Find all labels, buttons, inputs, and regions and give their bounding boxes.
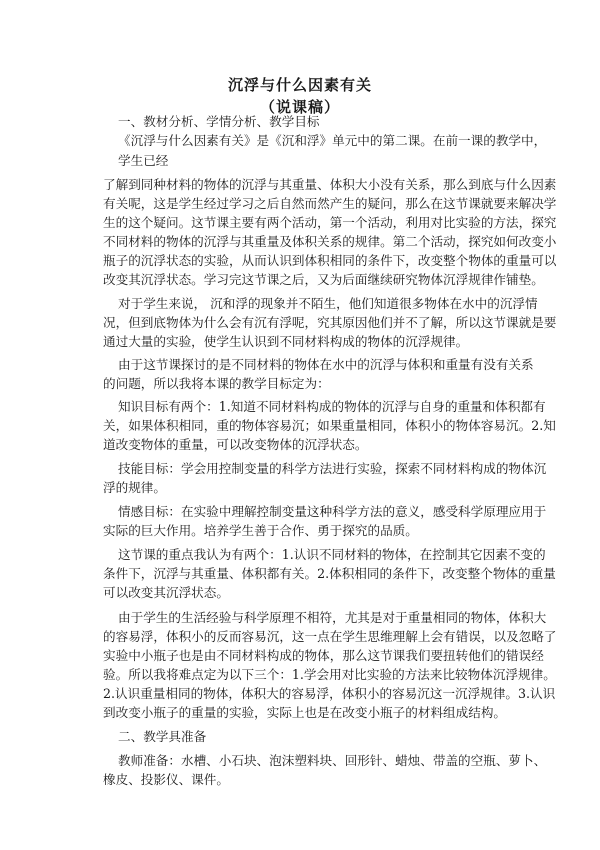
paragraph-line: 2.认识重量相同的物体，体积大的容易浮，体积小的容易沉这一沉浮规律。3.认识 [103,686,556,701]
paragraph-line: 学生已经 [118,153,169,168]
paragraph-line: 的问题，所以我将本课的教学目标定为： [103,376,330,391]
paragraph-line: 有关呢，这是学生经过学习之后自然而然产生的疑问，那么在这节课就要来解决学 [103,196,557,211]
paragraph-line: 况，但到底物体为什么会有沉有浮呢，究其原因他们并不了解，所以这节课就是要 [103,315,557,330]
paragraph-line: 的容易浮，体积小的反而容易沉，这一点在学生思维理解上会有错误，以及忽略了 [103,629,557,644]
paragraph-line: 了解到同种材料的物体的沉浮与其重量、体积大小没有关系，那么到底与什么因素 [103,177,557,192]
paragraph-line: 条件下，沉浮与其重量、体积都有关。2.体积相同的条件下，改变整个物体的重量 [103,566,556,581]
paragraph-line: 由于学生的生活经验与科学原理不相符，尤其是对于重量相同的物体，体积大 [118,610,547,625]
paragraph-line: 技能目标：学会用控制变量的科学方法进行实验，探索不同材料构成的物体沉 [118,461,547,476]
paragraph-line: 知识目标有两个：1.知道不同材料构成的物体的沉浮与自身的重量和体积都有 [118,399,546,414]
paragraph-line: 《沉浮与什么因素有关》是《沉和浮》单元中的第二课。在前一课的教学中， [118,133,547,148]
paragraph-line: 由于这节课探讨的是不同材料的物体在水中的沉浮与体积和重量有没有关系 [118,357,534,372]
section-heading-2: 二、教学具准备 [118,729,207,744]
paragraph-line: 生的这个疑问。这节课主要有两个活动，第一个活动，利用对比实验的方法，探究 [103,215,557,230]
paragraph-line: 到改变小瓶子的重量的实验，实际上也是在改变小瓶子的材料组成结构。 [103,705,506,720]
paragraph-line: 实际的巨大作用。培养学生善于合作、勇于探究的品质。 [103,523,418,538]
section-heading-1: 一、教材分析、学情分析、教学目标 [118,114,320,129]
page-title: 沉浮与什么因素有关 [227,76,372,94]
paragraph-line: 关，如果体积相同，重的物体容易沉；如果重量相同，体积小的物体容易沉。2.知 [103,418,556,433]
paragraph-line: 道改变物体的重量，可以改变物体的沉浮状态。 [103,437,368,452]
paragraph-line: 教师准备：水槽、小石块、泡沫塑料块、回形针、蜡烛、带盖的空瓶、萝卜、 [118,753,547,768]
paragraph-line: 这节课的重点我认为有两个：1.认识不同材料的物体，在控制其它因素不变的 [118,547,546,562]
paragraph-line: 改变其沉浮状态。学习完这节课之后，又为后面继续研究物体沉浮规律作铺垫。 [103,272,544,287]
paragraph-line: 瓶子的沉浮状态的实验，从而认识到体积相同的条件下，改变整个物体的重量可以 [103,253,557,268]
paragraph-line: 不同材料的物体的沉浮与其重量及体积关系的规律。第二个活动，探究如何改变小 [103,234,557,249]
paragraph-line: 橡皮、投影仪、课件。 [103,772,229,787]
paragraph-line: 对于学生来说， 沉和浮的现象并不陌生，他们知道很多物体在水中的沉浮情 [118,296,538,311]
paragraph-line: 实验中小瓶子也是由不同材料构成的物体，那么这节课我们要扭转他们的错误经 [103,648,544,663]
page-subtitle: （说课稿） [259,98,340,116]
paragraph-line: 通过大量的实验，使学生认识到不同材料构成的物体的沉浮规律。 [103,334,469,349]
paragraph-line: 可以改变其沉浮状态。 [103,585,229,600]
paragraph-line: 情感目标：在实验中理解控制变量这种科学方法的意义，感受科学原理应用于 [118,504,547,519]
paragraph-line: 浮的规律。 [103,480,166,495]
paragraph-line: 验。所以我将难点定为以下三个：1.学会用对比实验的方法来比较物体沉浮规律。 [103,667,556,682]
